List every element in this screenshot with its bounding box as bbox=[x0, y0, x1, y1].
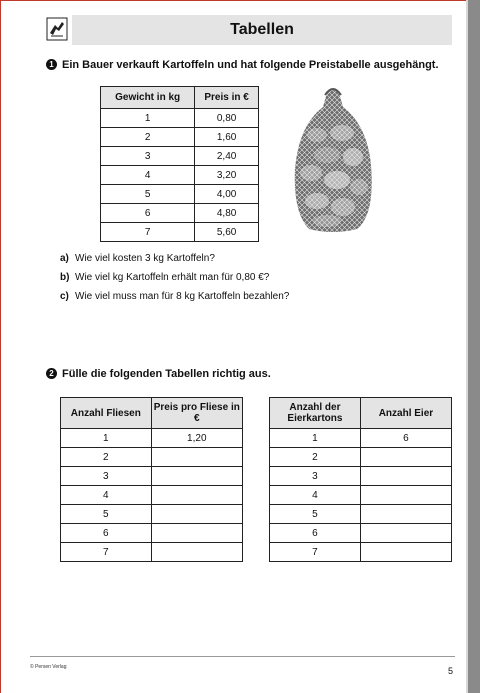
tiles-table-row bbox=[61, 524, 243, 543]
task-2-heading bbox=[46, 368, 271, 380]
footer-divider bbox=[30, 656, 455, 657]
table-cell bbox=[151, 448, 242, 467]
table-cell: 6 bbox=[360, 429, 451, 448]
table-cell bbox=[360, 505, 451, 524]
table-cell: 1 bbox=[61, 429, 152, 448]
table-cell: 3 bbox=[61, 467, 152, 486]
table-cell: 7 bbox=[101, 223, 195, 242]
price-table-row bbox=[101, 109, 259, 128]
egg-cartons-table-row bbox=[270, 448, 452, 467]
question-label: b) bbox=[60, 272, 70, 283]
table-cell: 3,20 bbox=[195, 166, 259, 185]
table-cell bbox=[360, 467, 451, 486]
task-number-badge: 1 bbox=[46, 59, 57, 70]
question-text: Wie viel kg Kartoffeln erhält man für 0,80 €? bbox=[75, 272, 270, 283]
price-table-row bbox=[101, 223, 259, 242]
table-cell: 5 bbox=[101, 185, 195, 204]
table-cell bbox=[151, 505, 242, 524]
tiles-table-row bbox=[61, 429, 243, 448]
table-cell: 2 bbox=[270, 448, 361, 467]
tiles-table-row bbox=[61, 467, 243, 486]
task-1-heading bbox=[46, 59, 439, 71]
table-cell: 3 bbox=[101, 147, 195, 166]
task-1-text: Ein Bauer verkauft Kartoffeln und hat folgende Preistabelle ausgehängt. bbox=[62, 59, 439, 71]
egg-cartons-table-row bbox=[270, 524, 452, 543]
table-cell: 7 bbox=[270, 543, 361, 562]
price-table-row bbox=[101, 147, 259, 166]
table-cell bbox=[360, 543, 451, 562]
tiles-table bbox=[60, 397, 243, 562]
table-cell: 4 bbox=[270, 486, 361, 505]
page-frame-left bbox=[0, 0, 1, 693]
question-a bbox=[60, 253, 289, 272]
table-cell: 5 bbox=[270, 505, 361, 524]
table-cell bbox=[151, 486, 242, 505]
question-text: Wie viel kosten 3 kg Kartoffeln? bbox=[75, 253, 215, 264]
table-cell: 6 bbox=[270, 524, 361, 543]
table-cell: 2 bbox=[61, 448, 152, 467]
table-cell: 4,80 bbox=[195, 204, 259, 223]
tiles-table-row bbox=[61, 543, 243, 562]
task-number-badge: 2 bbox=[46, 368, 57, 379]
publisher-credit: © Persen Verlag bbox=[30, 664, 67, 670]
tiles-table-row bbox=[61, 486, 243, 505]
question-label: a) bbox=[60, 253, 69, 264]
table-cell: 2 bbox=[101, 128, 195, 147]
price-table-row bbox=[101, 185, 259, 204]
egg-cartons-table bbox=[269, 397, 452, 562]
tiles-table-header: Anzahl Fliesen bbox=[61, 398, 152, 429]
table-cell bbox=[360, 448, 451, 467]
tiles-table-header: Preis pro Fliese in € bbox=[151, 398, 242, 429]
egg-cartons-table-row bbox=[270, 505, 452, 524]
question-c bbox=[60, 291, 289, 310]
table-cell: 6 bbox=[101, 204, 195, 223]
table-cell bbox=[151, 467, 242, 486]
tiles-table-row bbox=[61, 448, 243, 467]
table-cell: 1 bbox=[270, 429, 361, 448]
egg-cartons-table-row bbox=[270, 467, 452, 486]
egg-cartons-table-row bbox=[270, 543, 452, 562]
question-b bbox=[60, 272, 289, 291]
table-cell: 1,20 bbox=[151, 429, 242, 448]
price-table-row bbox=[101, 128, 259, 147]
egg-cartons-table-header: Anzahl Eier bbox=[360, 398, 451, 429]
table-cell: 1 bbox=[101, 109, 195, 128]
page-number: 5 bbox=[448, 666, 454, 676]
egg-cartons-table-row bbox=[270, 486, 452, 505]
table-cell bbox=[360, 486, 451, 505]
table-cell: 5 bbox=[61, 505, 152, 524]
egg-cartons-table-header: Anzahl der Eierkartons bbox=[270, 398, 361, 429]
question-text: Wie viel muss man für 8 kg Kartoffeln bezahlen? bbox=[75, 291, 290, 302]
table-cell bbox=[151, 543, 242, 562]
page-edge-shadow bbox=[468, 0, 480, 693]
table-cell bbox=[151, 524, 242, 543]
table-cell: 3 bbox=[270, 467, 361, 486]
table-cell: 7 bbox=[61, 543, 152, 562]
price-table-row bbox=[101, 166, 259, 185]
table-cell: 1,60 bbox=[195, 128, 259, 147]
tiles-table-row bbox=[61, 505, 243, 524]
question-label: c) bbox=[60, 291, 69, 302]
price-table-row bbox=[101, 204, 259, 223]
page-frame-top bbox=[0, 0, 480, 1]
table-cell: 4 bbox=[101, 166, 195, 185]
question-list bbox=[60, 253, 289, 310]
table-cell: 6 bbox=[61, 524, 152, 543]
egg-cartons-table-row bbox=[270, 429, 452, 448]
page-title: Tabellen bbox=[230, 21, 294, 38]
price-table-header: Gewicht in kg bbox=[101, 87, 195, 109]
worksheet-hand-icon bbox=[46, 17, 68, 41]
table-cell: 4 bbox=[61, 486, 152, 505]
table-cell bbox=[360, 524, 451, 543]
table-cell: 4,00 bbox=[195, 185, 259, 204]
price-table bbox=[100, 86, 259, 242]
table-cell: 5,60 bbox=[195, 223, 259, 242]
task-2-text: Fülle die folgenden Tabellen richtig aus. bbox=[62, 368, 271, 380]
price-table-header: Preis in € bbox=[195, 87, 259, 109]
table-cell: 2,40 bbox=[195, 147, 259, 166]
potato-sack-image bbox=[287, 85, 380, 235]
table-cell: 0,80 bbox=[195, 109, 259, 128]
